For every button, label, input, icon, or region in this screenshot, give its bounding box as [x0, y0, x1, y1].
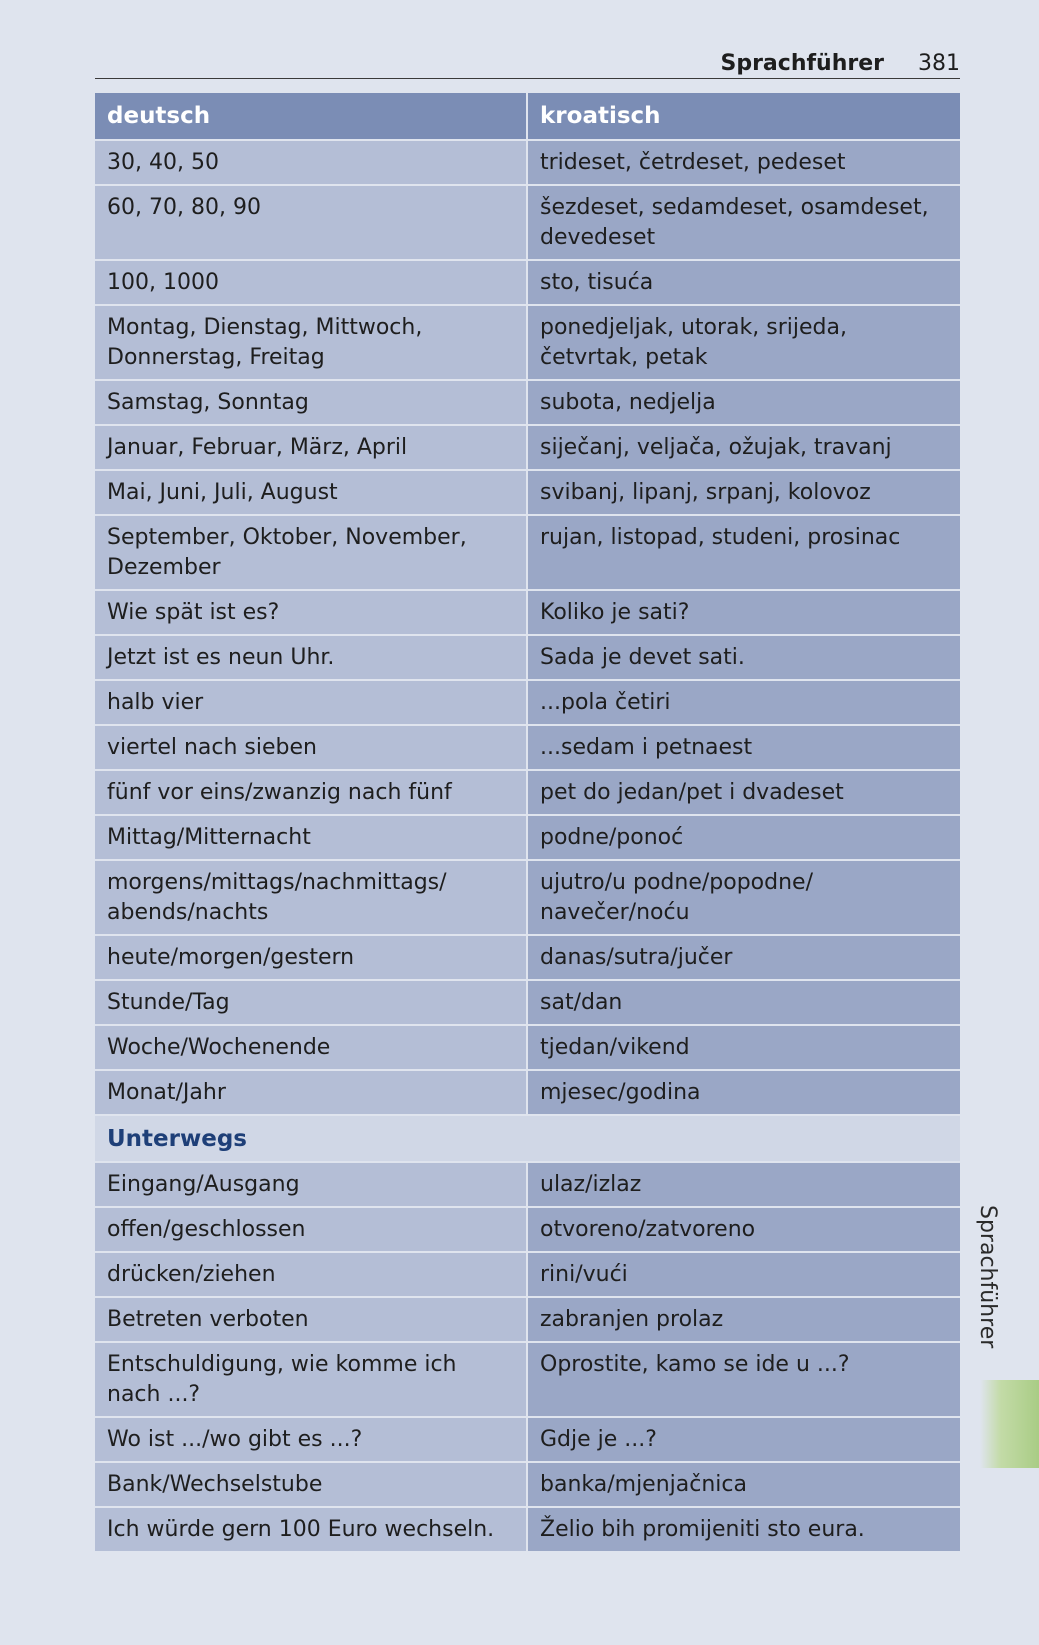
german-phrase: offen/geschlossen — [95, 1207, 527, 1252]
section-row — [95, 1115, 960, 1162]
table-row — [95, 260, 960, 305]
table-row — [95, 1025, 960, 1070]
german-phrase: Entschuldigung, wie komme ich nach ...? — [95, 1342, 527, 1417]
table-row — [95, 1162, 960, 1207]
section-title: Unterwegs — [95, 1115, 960, 1162]
croatian-phrase: banka/mjenjačnica — [527, 1462, 960, 1507]
croatian-phrase: ponedjeljak, utorak, srijeda, četvrtak, petak — [527, 305, 960, 380]
german-phrase: Bank/Wechselstube — [95, 1462, 527, 1507]
german-phrase: September, Oktober, November, Dezember — [95, 515, 527, 590]
german-phrase: viertel nach sieben — [95, 725, 527, 770]
phrase-table — [95, 93, 960, 1551]
croatian-phrase: tjedan/vikend — [527, 1025, 960, 1070]
croatian-phrase: otvoreno/zatvoreno — [527, 1207, 960, 1252]
table-row — [95, 770, 960, 815]
croatian-phrase: rini/vući — [527, 1252, 960, 1297]
table-row — [95, 725, 960, 770]
german-phrase: Samstag, Sonntag — [95, 380, 527, 425]
table-row — [95, 1297, 960, 1342]
german-phrase: drücken/ziehen — [95, 1252, 527, 1297]
croatian-phrase: sto, tisuća — [527, 260, 960, 305]
croatian-phrase: trideset, četrdeset, pedeset — [527, 140, 960, 185]
croatian-phrase: mjesec/godina — [527, 1070, 960, 1115]
german-phrase: Betreten verboten — [95, 1297, 527, 1342]
german-phrase: 60, 70, 80, 90 — [95, 185, 527, 260]
croatian-phrase: Gdje je ...? — [527, 1417, 960, 1462]
column-header-deutsch: deutsch — [95, 93, 527, 140]
german-phrase: Wie spät ist es? — [95, 590, 527, 635]
german-phrase: 100, 1000 — [95, 260, 527, 305]
croatian-phrase: Sada je devet sati. — [527, 635, 960, 680]
table-row — [95, 380, 960, 425]
croatian-phrase: rujan, listopad, studeni, prosinac — [527, 515, 960, 590]
table-row — [95, 1342, 960, 1417]
croatian-phrase: subota, nedjelja — [527, 380, 960, 425]
german-phrase: halb vier — [95, 680, 527, 725]
page-header — [95, 50, 960, 79]
table-row — [95, 185, 960, 260]
table-header-row — [95, 93, 960, 140]
german-phrase: 30, 40, 50 — [95, 140, 527, 185]
croatian-phrase: ...pola četiri — [527, 680, 960, 725]
chapter-color-tab — [980, 1380, 1039, 1468]
croatian-phrase: sat/dan — [527, 980, 960, 1025]
table-row — [95, 1507, 960, 1551]
german-phrase: morgens/mittags/nachmittags/ abends/nachts — [95, 860, 527, 935]
table-row — [95, 1462, 960, 1507]
german-phrase: Stunde/Tag — [95, 980, 527, 1025]
table-row — [95, 140, 960, 185]
croatian-phrase: Oprostite, kamo se ide u ...? — [527, 1342, 960, 1417]
side-tab-label: Sprachführer — [975, 1205, 1000, 1349]
table-row — [95, 980, 960, 1025]
table-row — [95, 935, 960, 980]
table-row — [95, 680, 960, 725]
croatian-phrase: Želio bih promijeniti sto eura. — [527, 1507, 960, 1551]
table-row — [95, 815, 960, 860]
table-row — [95, 305, 960, 380]
running-title: Sprachführer — [720, 51, 884, 76]
croatian-phrase: danas/sutra/jučer — [527, 935, 960, 980]
croatian-phrase: pet do jedan/pet i dvadeset — [527, 770, 960, 815]
croatian-phrase: ulaz/izlaz — [527, 1162, 960, 1207]
german-phrase: Mai, Juni, Juli, August — [95, 470, 527, 515]
table-row — [95, 635, 960, 680]
table-row — [95, 1207, 960, 1252]
table-row — [95, 1070, 960, 1115]
page-number: 381 — [918, 51, 960, 76]
german-phrase: Mittag/Mitternacht — [95, 815, 527, 860]
german-phrase: Montag, Dienstag, Mittwoch, Donnerstag, Freitag — [95, 305, 527, 380]
croatian-phrase: ujutro/u podne/popodne/ navečer/noću — [527, 860, 960, 935]
croatian-phrase: šezdeset, sedamdeset, osamdeset, devedeset — [527, 185, 960, 260]
german-phrase: Eingang/Ausgang — [95, 1162, 527, 1207]
german-phrase: Januar, Februar, März, April — [95, 425, 527, 470]
german-phrase: Jetzt ist es neun Uhr. — [95, 635, 527, 680]
croatian-phrase: svibanj, lipanj, srpanj, kolovoz — [527, 470, 960, 515]
table-row — [95, 1417, 960, 1462]
croatian-phrase: ...sedam i petnaest — [527, 725, 960, 770]
table-row — [95, 470, 960, 515]
german-phrase: Woche/Wochenende — [95, 1025, 527, 1070]
german-phrase: Wo ist .../wo gibt es ...? — [95, 1417, 527, 1462]
german-phrase: fünf vor eins/zwanzig nach fünf — [95, 770, 527, 815]
german-phrase: Ich würde gern 100 Euro wechseln. — [95, 1507, 527, 1551]
german-phrase: heute/morgen/gestern — [95, 935, 527, 980]
table-row — [95, 860, 960, 935]
table-row — [95, 1252, 960, 1297]
croatian-phrase: siječanj, veljača, ožujak, travanj — [527, 425, 960, 470]
table-row — [95, 515, 960, 590]
table-row — [95, 425, 960, 470]
croatian-phrase: podne/ponoć — [527, 815, 960, 860]
german-phrase: Monat/Jahr — [95, 1070, 527, 1115]
croatian-phrase: Koliko je sati? — [527, 590, 960, 635]
table-row — [95, 590, 960, 635]
croatian-phrase: zabranjen prolaz — [527, 1297, 960, 1342]
column-header-kroatisch: kroatisch — [527, 93, 960, 140]
